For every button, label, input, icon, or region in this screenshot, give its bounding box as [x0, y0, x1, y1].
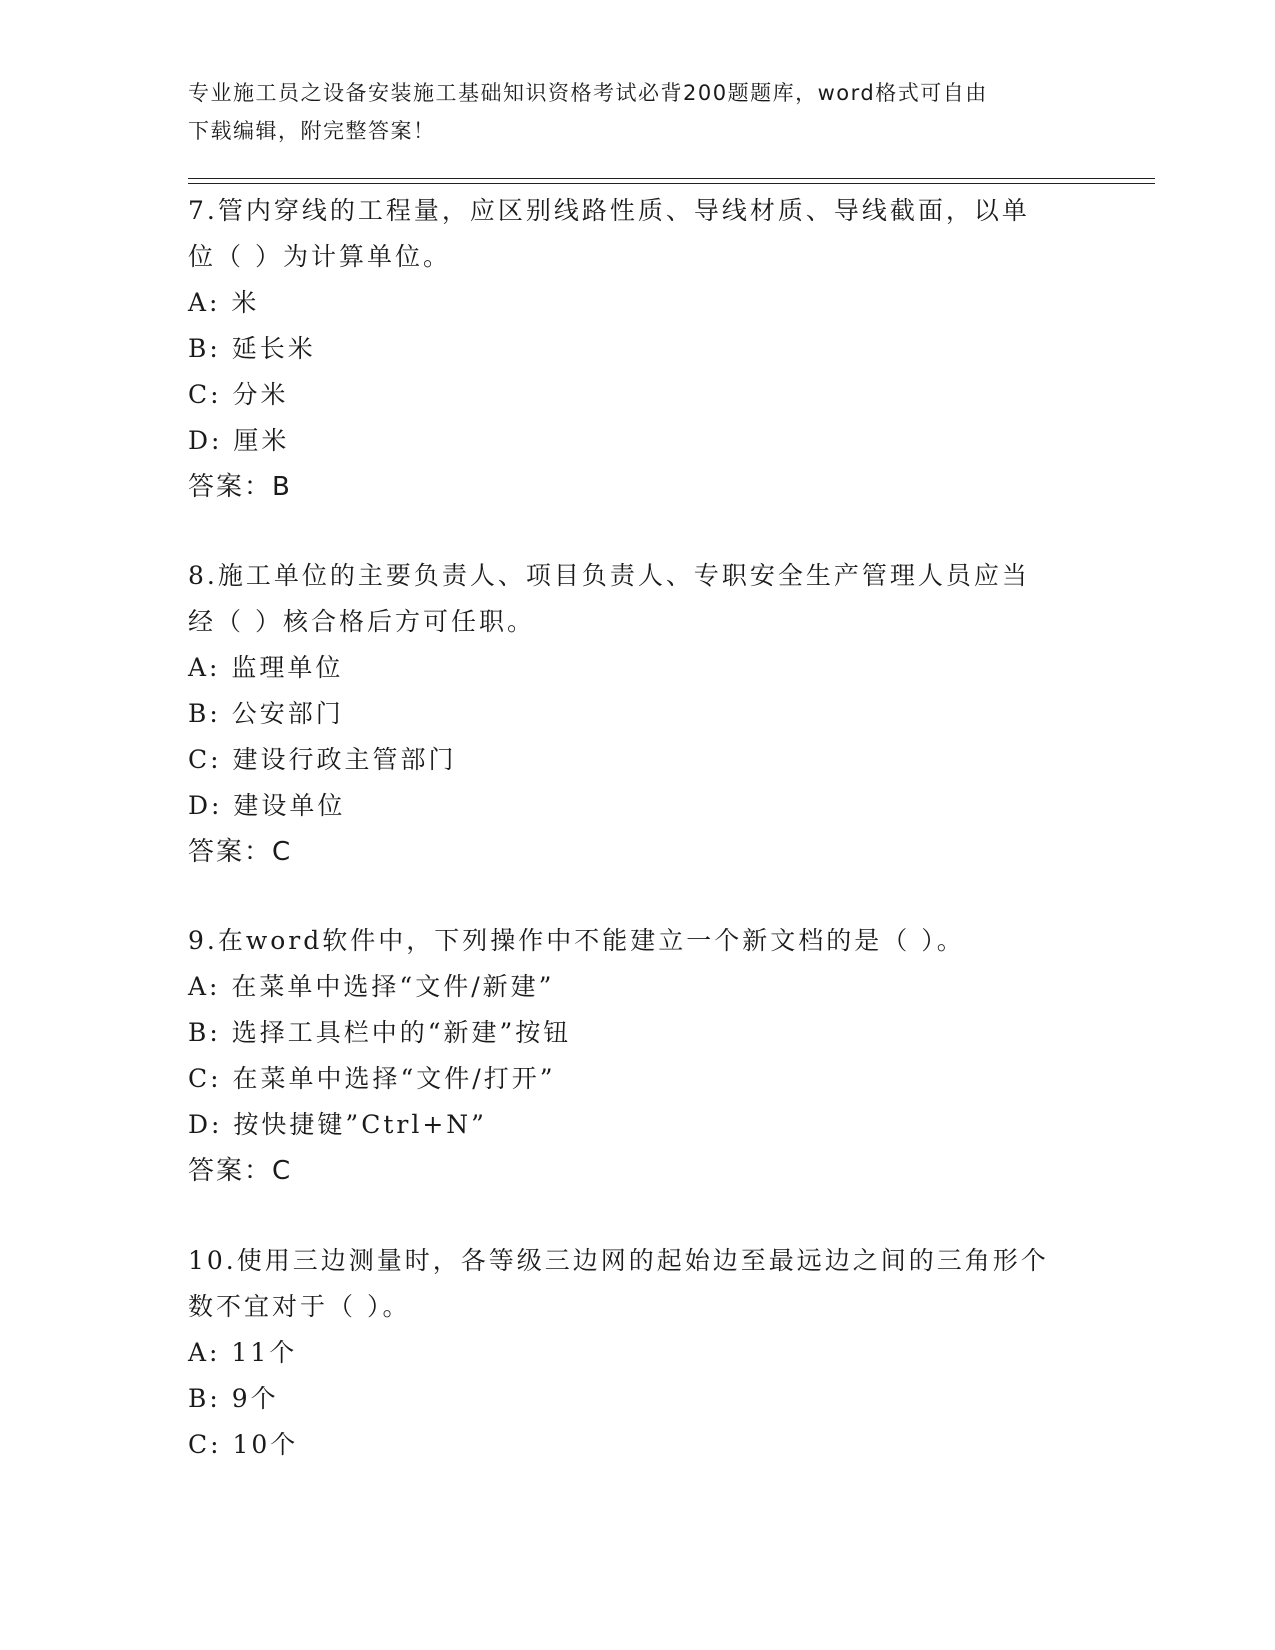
option-c: C: 分米 — [188, 380, 289, 409]
question-8 — [188, 553, 1088, 875]
answer: 答案：C — [188, 837, 293, 867]
header-title-line1: 专业施工员之设备安装施工基础知识资格考试必背200题题库，word格式可自由 — [188, 81, 988, 105]
question-stem: 8.施工单位的主要负责人、项目负责人、专职安全生产管理人员应当 — [188, 561, 1030, 590]
option-c: C: 10个 — [188, 1430, 299, 1459]
question-9 — [188, 918, 1088, 1194]
option-d: D: 按快捷键”Ctrl+N” — [188, 1110, 487, 1139]
option-d: D: 建设单位 — [188, 791, 346, 820]
option-b: B: 9个 — [188, 1384, 279, 1413]
option-a: A: 监理单位 — [188, 653, 344, 682]
header-divider-top — [188, 178, 1155, 179]
option-b: B: 延长米 — [188, 334, 316, 363]
option-a: A: 米 — [188, 288, 260, 317]
question-stem: 7.管内穿线的工程量，应区别线路性质、导线材质、导线截面，以单 — [188, 196, 1030, 225]
option-a: A: 11个 — [188, 1338, 298, 1367]
question-7 — [188, 188, 1088, 510]
option-b: B: 选择工具栏中的“新建”按钮 — [188, 1018, 572, 1047]
question-stem: 经（ ）核合格后方可任职。 — [188, 607, 535, 636]
question-stem: 位（ ）为计算单位。 — [188, 242, 451, 271]
answer: 答案：C — [188, 1156, 293, 1186]
question-stem: 9.在word软件中，下列操作中不能建立一个新文档的是（ ）。 — [188, 926, 965, 955]
header-title-line2: 下载编辑，附完整答案！ — [188, 119, 436, 143]
answer: 答案：B — [188, 472, 292, 502]
option-a: A: 在菜单中选择“文件/新建” — [188, 972, 555, 1001]
option-c: C: 建设行政主管部门 — [188, 745, 457, 774]
document-header — [188, 74, 1088, 150]
header-divider-bottom — [188, 183, 1155, 184]
question-stem: 数不宜对于（ ）。 — [188, 1292, 411, 1321]
option-c: C: 在菜单中选择“文件/打开” — [188, 1064, 556, 1093]
option-b: B: 公安部门 — [188, 699, 344, 728]
question-stem: 10.使用三边测量时，各等级三边网的起始边至最远边之间的三角形个 — [188, 1246, 1049, 1275]
question-10 — [188, 1238, 1088, 1468]
option-d: D: 厘米 — [188, 426, 290, 455]
